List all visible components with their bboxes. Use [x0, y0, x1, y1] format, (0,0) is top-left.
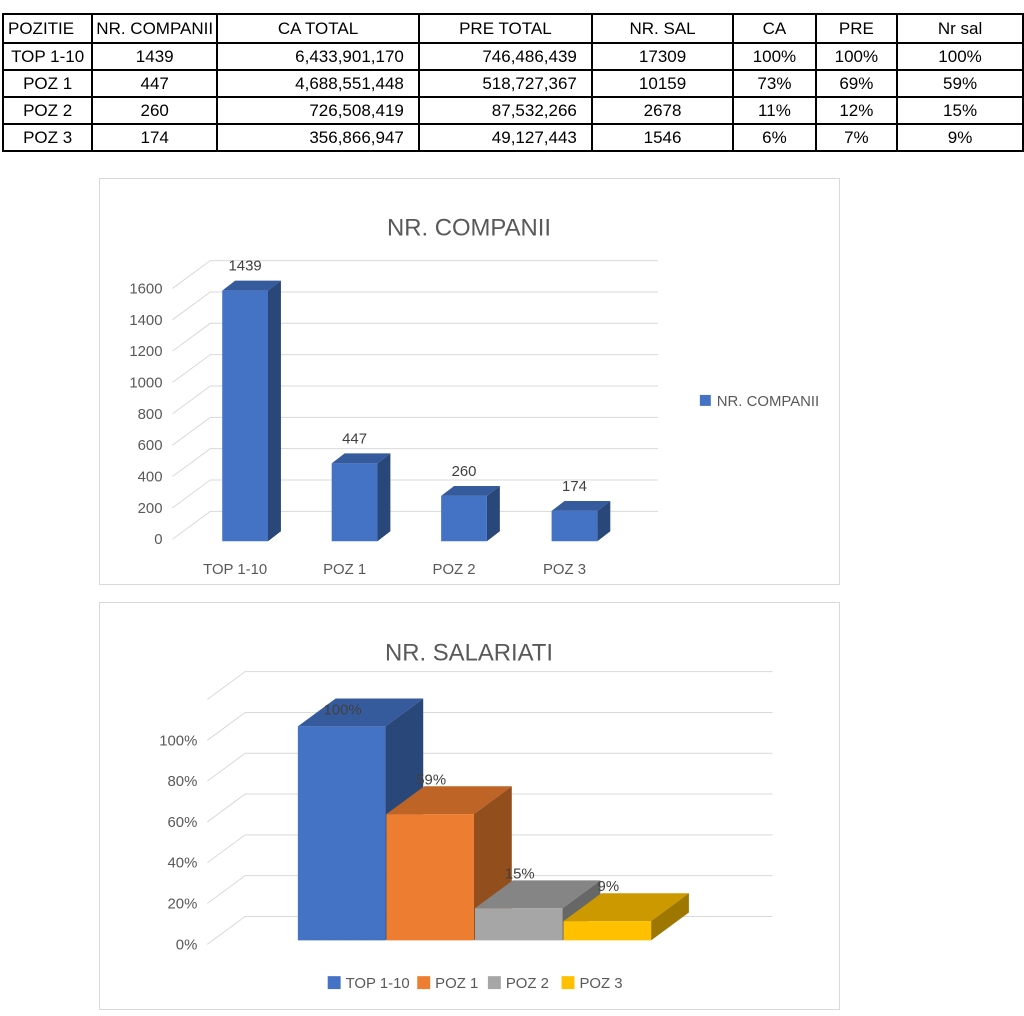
bar-front-face	[475, 908, 563, 940]
category-label: POZ 2	[432, 561, 476, 579]
y-tick-label: 400	[137, 468, 163, 486]
table-cell: 59%	[897, 70, 1023, 97]
data-label: 15%	[504, 865, 535, 883]
header-cell-3: PRE TOTAL	[419, 14, 592, 43]
data-label: 100%	[323, 701, 362, 719]
legend-swatch	[417, 976, 430, 989]
table-row	[3, 70, 1023, 97]
table-cell: TOP 1-10	[3, 43, 92, 70]
data-label: 9%	[597, 878, 620, 896]
legend-label: POZ 1	[435, 975, 479, 993]
legend-swatch	[562, 976, 575, 989]
chart-title: NR. SALARIATI	[384, 639, 554, 667]
header-cell-2: CA TOTAL	[217, 14, 419, 43]
table-row	[3, 43, 1023, 70]
table-cell: 100%	[897, 43, 1023, 70]
bar-front-face	[564, 921, 652, 940]
table-cell: 69%	[816, 70, 897, 97]
gridline	[207, 712, 772, 740]
header-cell-4: NR. SAL	[592, 14, 733, 43]
table-cell: 4,688,551,448	[217, 70, 419, 97]
y-tick-label: 0	[154, 531, 163, 549]
legend-label: POZ 3	[579, 975, 623, 993]
bar-front-face	[298, 726, 386, 940]
bar-side-face	[268, 281, 281, 542]
legend-swatch	[488, 976, 501, 989]
table-cell: 6%	[733, 124, 815, 151]
table-row	[3, 124, 1023, 151]
legend-swatch	[700, 395, 711, 406]
y-tick-label: 20%	[167, 895, 198, 913]
table-cell: 10159	[592, 70, 733, 97]
chart-nr-companii	[99, 178, 840, 585]
table-cell: 2678	[592, 97, 733, 124]
category-label: POZ 3	[542, 561, 587, 579]
chart-nr-salariati	[99, 602, 840, 1010]
table-cell: 9%	[897, 124, 1023, 151]
header-cell-0: POZITIE	[3, 14, 92, 43]
table-cell: 260	[92, 97, 217, 124]
y-tick-label: 1600	[129, 280, 163, 298]
data-table	[2, 13, 1024, 152]
table-cell: 49,127,443	[419, 124, 592, 151]
table-cell: 17309	[592, 43, 733, 70]
header-cell-7: Nr sal	[897, 14, 1023, 43]
y-tick-label: 1200	[129, 343, 163, 361]
gridline	[207, 672, 772, 700]
y-tick-label: 600	[137, 437, 163, 455]
table-cell: 7%	[816, 124, 897, 151]
data-label: 174	[562, 478, 587, 496]
nr-salariati-plot	[100, 603, 839, 1009]
table-cell: 518,727,367	[419, 70, 592, 97]
header-cell-5: CA	[733, 14, 815, 43]
legend-swatch	[328, 976, 341, 989]
bar-front-face	[441, 496, 487, 541]
table-cell: 100%	[816, 43, 897, 70]
legend-label: POZ 2	[505, 975, 549, 993]
table-cell: 1439	[92, 43, 217, 70]
table-cell: 15%	[897, 97, 1023, 124]
table-cell: 746,486,439	[419, 43, 592, 70]
table-cell: 100%	[733, 43, 815, 70]
data-label: 59%	[416, 771, 447, 789]
category-label: POZ 1	[323, 561, 367, 579]
y-tick-label: 40%	[167, 854, 198, 872]
table-cell: 356,866,947	[217, 124, 419, 151]
y-tick-label: 0%	[175, 936, 198, 954]
table-cell: POZ 2	[3, 97, 92, 124]
bar-front-face	[222, 291, 268, 542]
y-tick-label: 80%	[167, 773, 198, 791]
legend-label: NR. COMPANII	[716, 392, 820, 410]
table-cell: 11%	[733, 97, 815, 124]
y-tick-label: 60%	[167, 813, 198, 831]
table-cell: 73%	[733, 70, 815, 97]
table-cell: 726,508,419	[217, 97, 419, 124]
nr-companii-plot	[100, 179, 839, 584]
y-tick-label: 800	[137, 405, 163, 423]
chart-title: NR. COMPANII	[386, 214, 552, 242]
y-tick-label: 200	[137, 499, 163, 517]
table-cell: 1546	[592, 124, 733, 151]
data-label: 447	[342, 430, 368, 448]
table-cell: 6,433,901,170	[217, 43, 419, 70]
table-row	[3, 97, 1023, 124]
data-label: 260	[451, 463, 477, 481]
y-tick-label: 100%	[159, 732, 198, 750]
table-header-row	[3, 14, 1023, 43]
table-cell: 87,532,266	[419, 97, 592, 124]
table-cell: 447	[92, 70, 217, 97]
bar-side-face	[377, 453, 390, 541]
gridline	[207, 753, 772, 781]
table-cell: 12%	[816, 97, 897, 124]
category-label: TOP 1-10	[203, 561, 268, 579]
table-cell: POZ 1	[3, 70, 92, 97]
table-cell: 174	[92, 124, 217, 151]
bar-front-face	[552, 511, 598, 541]
header-cell-6: PRE	[816, 14, 897, 43]
table-cell: POZ 3	[3, 124, 92, 151]
legend-label: TOP 1-10	[345, 975, 410, 993]
y-tick-label: 1000	[129, 374, 163, 392]
bar-front-face	[386, 814, 474, 940]
y-tick-label: 1400	[129, 311, 163, 329]
header-cell-1: NR. COMPANII	[92, 14, 217, 43]
data-label: 1439	[228, 257, 262, 275]
bar-front-face	[332, 463, 378, 541]
